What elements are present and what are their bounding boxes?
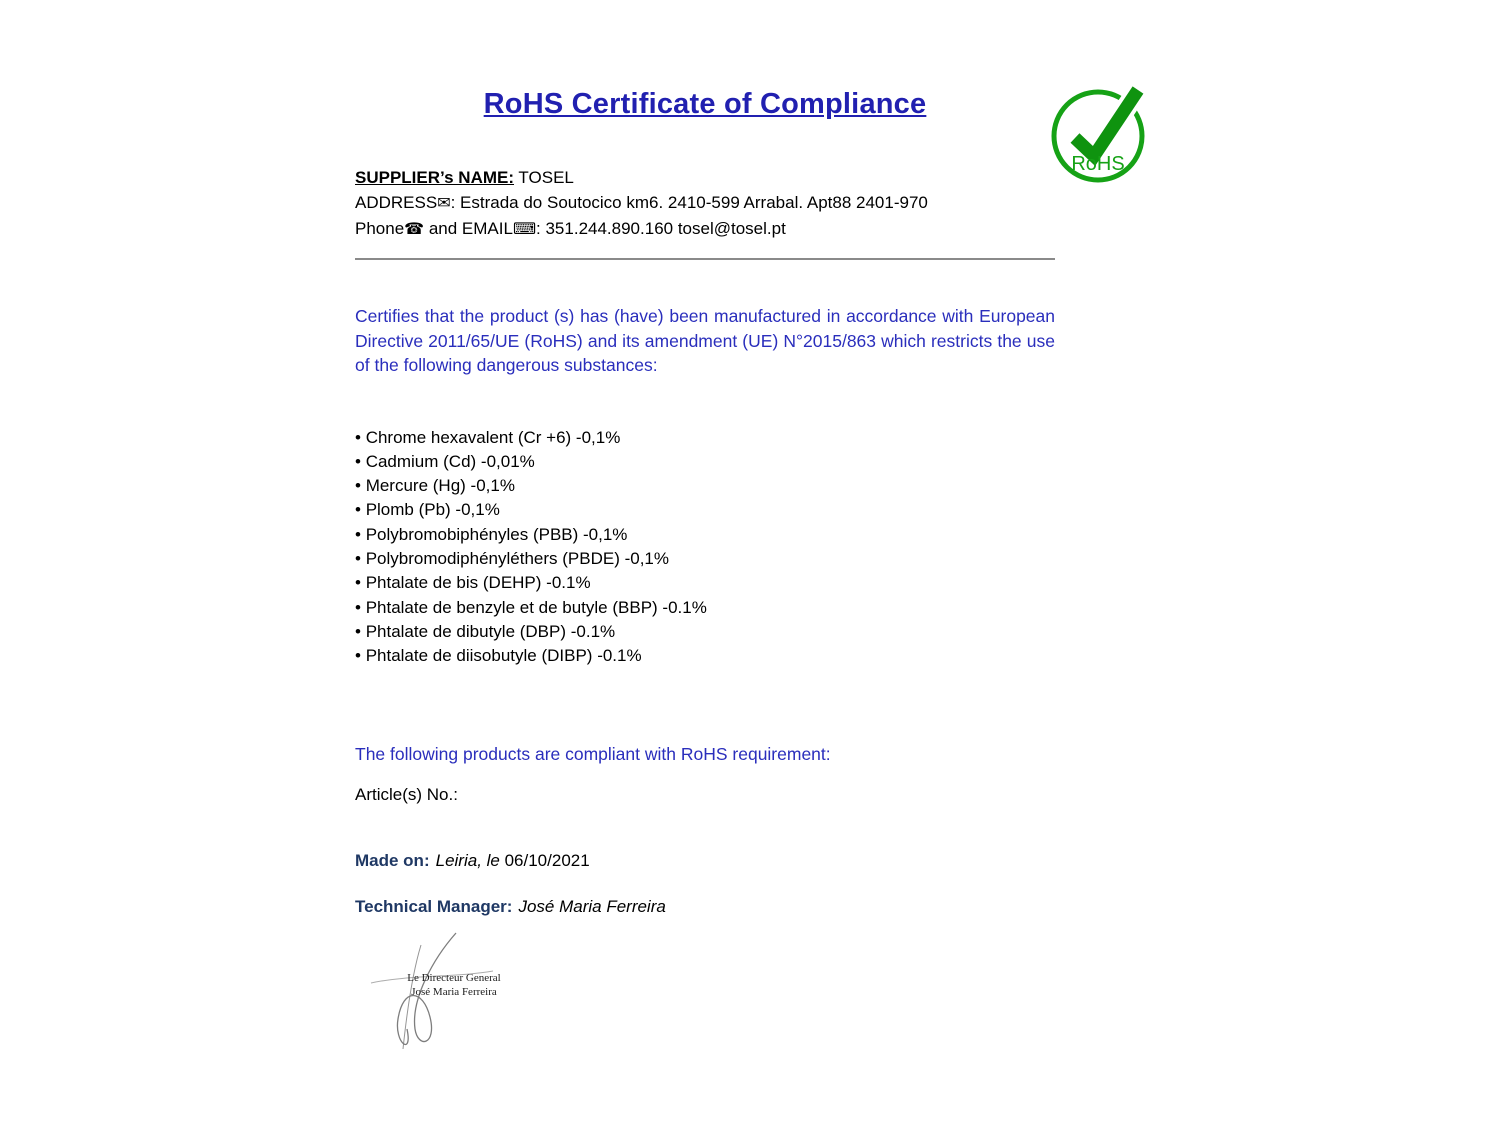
substance-item: • Phtalate de bis (DEHP) -0.1% — [355, 571, 1055, 595]
signature-line1: Le Directeur General — [407, 972, 501, 985]
address-value: : Estrada do Soutocico km6. 2410-599 Arrabal. Apt88 2401-970 — [450, 193, 928, 212]
rohs-checkmark-icon — [1048, 80, 1153, 185]
substance-item: • Phtalate de diisobutyle (DIBP) -0.1% — [355, 644, 1055, 668]
document-content — [355, 88, 1055, 1061]
made-on-line — [355, 851, 1055, 871]
supplier-address-line — [355, 190, 1055, 216]
address-label: ADDRESS — [355, 193, 438, 212]
substance-item: • Plomb (Pb) -0,1% — [355, 498, 1055, 522]
technical-manager-name: José Maria Ferreira — [518, 897, 666, 917]
compliance-statement: The following products are compliant with RoHS requirement: — [355, 744, 831, 765]
phone-label: Phone — [355, 219, 405, 238]
envelope-icon: ✉ — [437, 195, 451, 212]
substance-item: • Phtalate de dibutyle (DBP) -0.1% — [355, 620, 1055, 644]
substances-list — [355, 426, 1055, 669]
substance-item: • Polybromodiphényléthers (PBDE) -0,1% — [355, 547, 1055, 571]
supplier-block — [355, 165, 1055, 242]
made-on-label: Made on: — [355, 851, 430, 871]
signature-line2: José Maria Ferreira — [411, 986, 497, 999]
substance-item: • Mercure (Hg) -0,1% — [355, 474, 1055, 498]
supplier-name-value: TOSEL — [514, 168, 574, 187]
rohs-logo-text: RoHS — [1071, 153, 1125, 175]
substance-item: • Polybromobiphényles (PBB) -0,1% — [355, 523, 1055, 547]
divider-line — [355, 258, 1055, 260]
article-number-label: Article(s) No.: — [355, 785, 458, 805]
email-label: and EMAIL — [424, 219, 513, 238]
substance-item: • Cadmium (Cd) -0,01% — [355, 450, 1055, 474]
made-on-place: Leiria, le — [435, 851, 505, 871]
document-title: RoHS Certificate of Compliance — [483, 88, 927, 120]
substance-item: • Chrome hexavalent (Cr +6) -0,1% — [355, 426, 1055, 450]
certification-paragraph: Certifies that the product (s) has (have) been manufactured in accordance with European Directive 2011/65/UE (RoHS) and its amendment (UE) N°2015/863 which restricts the use of the following dangerous substances: — [355, 306, 1055, 375]
supplier-contact-line — [355, 216, 1055, 242]
signature-text — [389, 971, 519, 999]
signature-block — [361, 931, 541, 1061]
computer-icon: ⌨ — [512, 221, 537, 238]
phone-email-value: : 351.244.890.160 tosel@tosel.pt — [536, 219, 786, 238]
substance-item: • Phtalate de benzyle et de butyle (BBP) -0.1% — [355, 596, 1055, 620]
rohs-logo — [1048, 80, 1153, 185]
phone-icon: ☎ — [404, 221, 425, 238]
supplier-name-label: SUPPLIER’s NAME: — [355, 168, 515, 187]
technical-manager-label: Technical Manager: — [355, 897, 513, 917]
technical-manager-line — [355, 897, 1055, 917]
supplier-name-line — [355, 165, 1055, 190]
made-on-date: 06/10/2021 — [504, 851, 590, 871]
